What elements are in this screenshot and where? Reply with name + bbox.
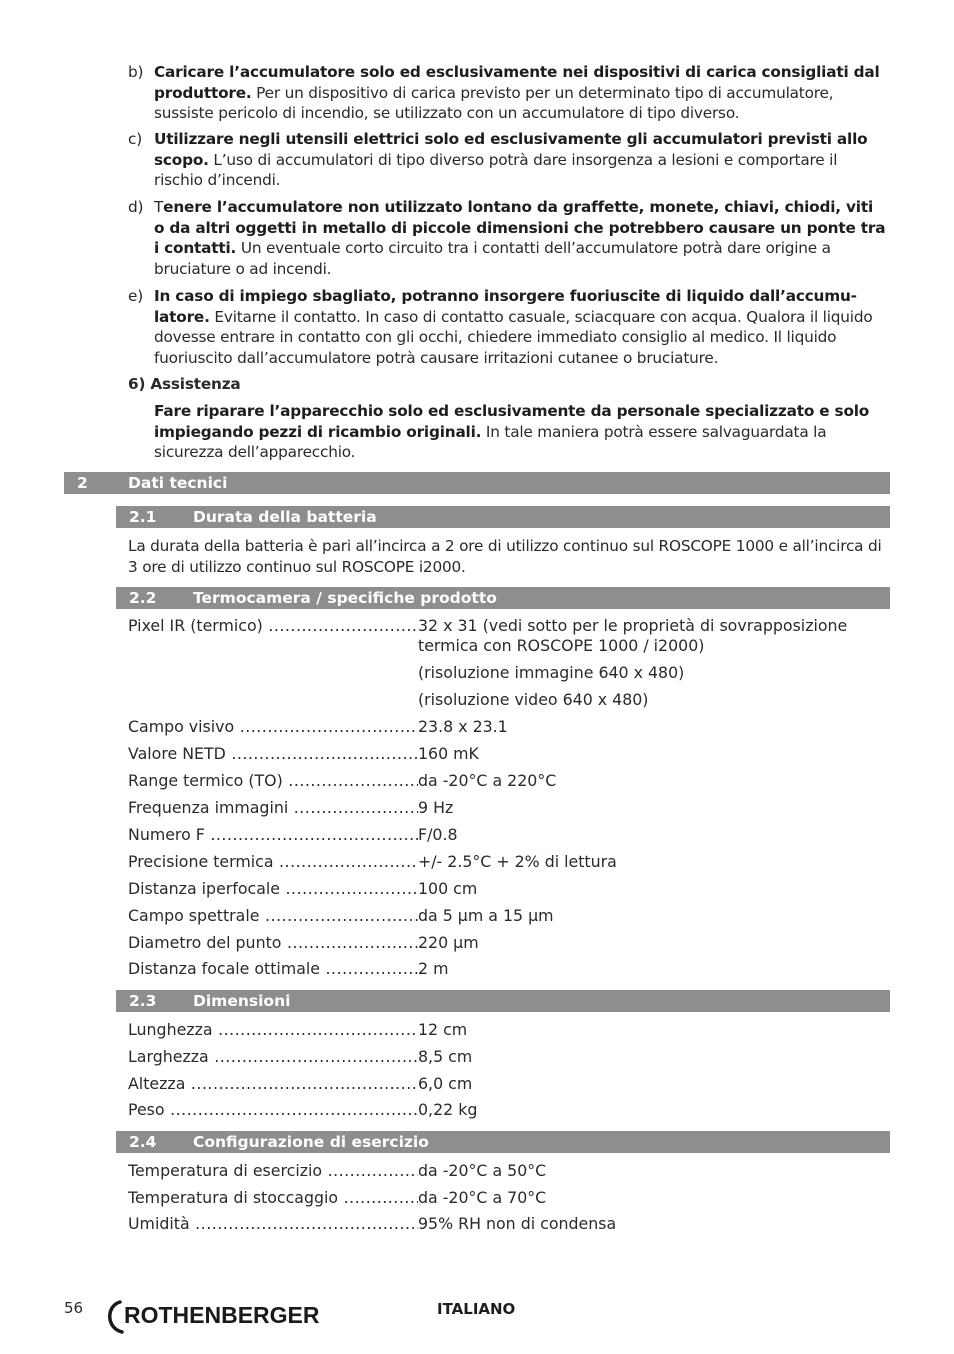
- item-bold-text: enere l’accumulatore non utilizzato lontano da graffette, monete, chiavi, chiodi, viti o da altri oggetti in metallo di piccole dimensioni che potrebbero causare un ponte tra i contatti.: [154, 198, 886, 258]
- spec-value: 6,0 cm: [418, 1074, 473, 1093]
- spec-value: 95% RH non di condensa: [418, 1214, 617, 1233]
- spec-key: Larghezza .....: [128, 1047, 418, 1067]
- spec-row: [128, 879, 888, 899]
- spec-key: Campo spettrale .....: [128, 906, 418, 926]
- spec-row: [128, 1161, 888, 1181]
- spec-row: [128, 771, 888, 791]
- section-number: 2.4: [129, 1133, 157, 1151]
- list-item-b: [128, 62, 888, 124]
- spec-value: 0,22 kg: [418, 1100, 478, 1119]
- spec-value: 12 cm: [418, 1020, 468, 1039]
- spec-key: Valore NETD .....: [128, 744, 418, 764]
- spec-key: Umidità .....: [128, 1214, 418, 1234]
- spec-row: [128, 825, 888, 845]
- spec-row: [128, 798, 888, 818]
- brand-text: ROTHENBERGER: [124, 1302, 320, 1328]
- spec-row: [128, 852, 888, 872]
- spec-row: [128, 1214, 888, 1234]
- spec-key: Temperatura di stoccaggio .....: [128, 1188, 418, 1208]
- spec-key: Altezza .....: [128, 1074, 418, 1094]
- spec-value: 9 Hz: [418, 798, 454, 817]
- language-label: ITALIANO: [437, 1300, 516, 1318]
- section-number: 2.1: [129, 508, 157, 526]
- spec-row: [128, 1100, 888, 1120]
- item-label: e): [128, 287, 143, 305]
- section-2-1-bar: [116, 506, 890, 528]
- section-title: Configurazione di esercizio: [193, 1133, 429, 1151]
- spec-key: Precisione termica .....: [128, 852, 418, 872]
- spec-key: Numero F .....: [128, 825, 418, 845]
- section-title: Durata della batteria: [193, 508, 377, 526]
- item-text: Un eventuale corto circuito tra i contatti dell’accumulatore potrà dare origine a bruciature o ad incendi.: [154, 239, 831, 278]
- item-label: d): [128, 198, 144, 216]
- spec-row: [128, 1074, 888, 1094]
- assistenza-bold-text: Fare riparare l’apparecchio solo ed esclusivamente da personale specializzato e solo impiegando pezzi di ricambio originali.: [154, 402, 870, 441]
- spec-value: +/- 2.5°C + 2% di lettura: [418, 852, 617, 871]
- spec-row-pixel: [128, 616, 888, 636]
- section-number: 2: [77, 474, 88, 492]
- spec-key: Lunghezza .....: [128, 1020, 418, 1040]
- spec-value: da -20°C a 220°C: [418, 771, 557, 790]
- spec-key: Distanza iperfocale .....: [128, 879, 418, 899]
- spec-row: [128, 744, 888, 764]
- section-2-4-bar: [116, 1131, 890, 1153]
- spec-key: Temperatura di esercizio .....: [128, 1161, 418, 1181]
- item-bold-text: In caso di impiego sbagliato, potranno insorgere fuoriuscite di liquido dall’accumu-latore.: [154, 287, 857, 326]
- spec-value: 100 cm: [418, 879, 478, 898]
- page-number: 56: [64, 1299, 84, 1317]
- item-label: c): [128, 130, 142, 148]
- item-bold-text: Utilizzare negli utensili elettrici solo ed esclusivamente gli accumulatori previsti allo scopo.: [154, 130, 868, 169]
- item-text: Per un dispositivo di carica previsto per un determinato tipo di accumulatore, sussiste pericolo di incendio, se utilizzato con un accumulatore di tipo diverso.: [154, 83, 834, 123]
- spec-row: [128, 717, 888, 737]
- section-2-3-bar: [116, 990, 890, 1012]
- item-prefix: T: [154, 198, 164, 216]
- spec-continuation: (risoluzione video 640 x 480): [418, 690, 649, 709]
- assistenza-text: [154, 401, 889, 463]
- spec-key: Range termico (TO) .....: [128, 771, 418, 791]
- spec-key: Peso .....: [128, 1100, 418, 1120]
- spec-row: [128, 906, 888, 926]
- section-title: Dimensioni: [193, 992, 291, 1010]
- spec-value: 23.8 x 23.1: [418, 717, 508, 736]
- spec-row: [128, 933, 888, 953]
- section-title: Dati tecnici: [128, 474, 228, 492]
- assistenza-heading: 6) Assistenza: [128, 375, 241, 393]
- spec-continuation: (risoluzione immagine 640 x 480): [418, 663, 685, 682]
- item-label: b): [128, 63, 144, 81]
- spec-row: [128, 959, 888, 979]
- rothenberger-logo: [104, 1296, 350, 1336]
- spec-value: 8,5 cm: [418, 1047, 473, 1066]
- spec-key: Diametro del punto .....: [128, 933, 418, 953]
- spec-value: 220 µm: [418, 933, 479, 952]
- spec-row: [128, 1188, 888, 1208]
- section-title: Termocamera / specifiche prodotto: [193, 589, 497, 607]
- spec-key: Frequenza immagini .....: [128, 798, 418, 818]
- spec-value: 32 x 31 (vedi sotto per le proprietà di sovrapposizione: [418, 616, 848, 635]
- battery-text: La durata della batteria è pari all’incirca a 2 ore di utilizzo continuo sul ROSCOPE 1000 e all’incirca di 3 ore di utilizzo continuo sul ROSCOPE i2000.: [128, 537, 882, 576]
- spec-value: da -20°C a 70°C: [418, 1188, 547, 1207]
- item-bold-text: Caricare l’accumulatore solo ed esclusivamente nei dispositivi di carica consigliati dal produttore.: [154, 63, 880, 102]
- item-text: L’uso di accumulatori di tipo diverso potrà dare insorgenza a lesioni e comportare il rischio d’incendi.: [154, 150, 838, 190]
- spec-row: [128, 1047, 888, 1067]
- spec-key: Campo visivo .....: [128, 717, 418, 737]
- spec-value: 2 m: [418, 959, 449, 978]
- list-item-d: [128, 197, 888, 279]
- list-item-e: [128, 286, 888, 368]
- section-2-bar: [64, 472, 890, 494]
- spec-value: F/0.8: [418, 825, 458, 844]
- section-2-2-bar: [116, 587, 890, 609]
- spec-key: Pixel IR (termico) .....: [128, 616, 418, 636]
- spec-continuation: termica con ROSCOPE 1000 / i2000): [418, 636, 705, 655]
- assistenza-normal-text: In tale maniera potrà essere salvaguardata la sicurezza dell’apparecchio.: [154, 422, 827, 462]
- section-number: 2.2: [129, 589, 157, 607]
- item-text: Evitarne il contatto. In caso di contatto casuale, sciacquare con acqua. Qualora il liquido dovesse entrare in contatto con gli occhi, chiedere immediato consiglio al medico. Il liquido fuoriuscito dall’accumulatore potrà causare irritazioni cutanee o bruciature.: [154, 307, 873, 367]
- spec-value: da 5 µm a 15 µm: [418, 906, 554, 925]
- spec-value: da -20°C a 50°C: [418, 1161, 547, 1180]
- spec-row: [128, 1020, 888, 1040]
- spec-key: Distanza focale ottimale .....: [128, 959, 418, 979]
- spec-value: 160 mK: [418, 744, 479, 763]
- list-item-c: [128, 129, 888, 191]
- section-number: 2.3: [129, 992, 157, 1010]
